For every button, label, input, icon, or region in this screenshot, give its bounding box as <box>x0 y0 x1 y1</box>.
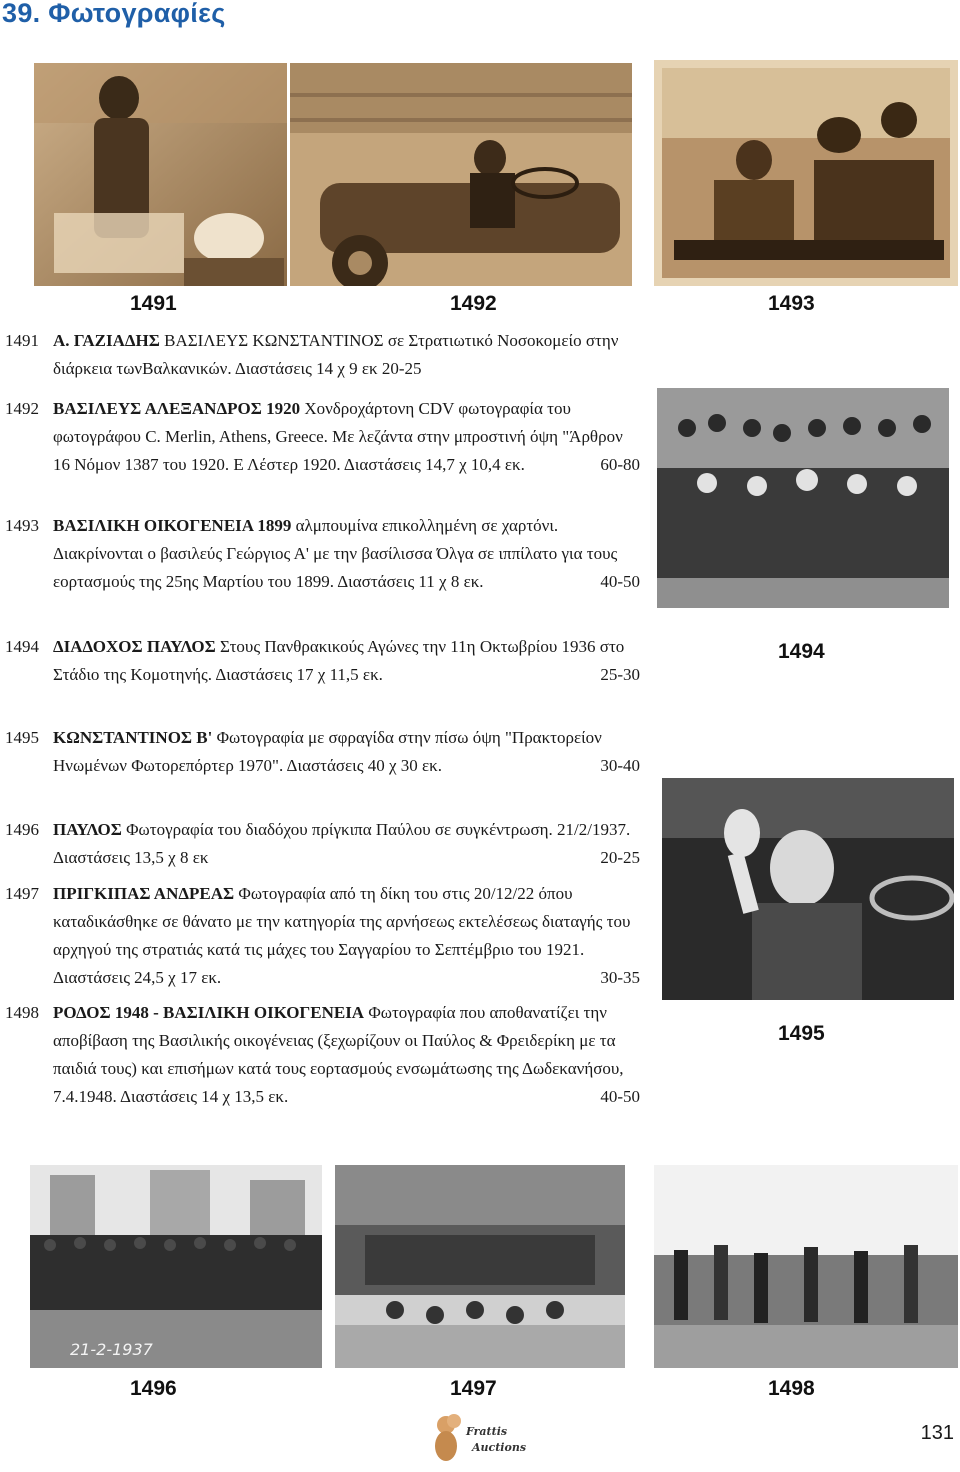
lot-description: Χονδροχάρτονη CDV φωτογραφία του φωτογράφου C. Merlin, Athens, Greece. Με λεζάντα στην μπροστινή όψη "Άρθρον 16 Νόμον 1387 του 1920. Ε Λέστερ 1920. Διαστάσεις 14,7 χ 10,4 εκ. <box>53 399 623 474</box>
lot-1496 <box>5 816 640 872</box>
photo-1498 <box>654 1165 958 1368</box>
lot-price: 60-80 <box>600 455 640 474</box>
lot-1497 <box>5 880 640 992</box>
lot-price: 30-35 <box>600 968 640 987</box>
photo-label-1491: 1491 <box>130 292 177 315</box>
page-title: 39. Φωτογραφίες <box>2 0 226 28</box>
lot-title: ΠΑΥΛΟΣ <box>53 820 122 839</box>
lot-1493 <box>5 512 640 596</box>
lot-number: 1494 <box>5 637 39 656</box>
cherub-icon <box>435 1414 461 1461</box>
lot-title: ΒΑΣΙΛΕΥΣ ΑΛΕΞΑΝΔΡΟΣ 1920 <box>53 399 301 418</box>
lot-description: Φωτογραφία με σφραγίδα στην πίσω όψη "Πρακτορείον Ηνωμένων Φωτορεπόρτερ 1970". Διαστάσεις 40 χ 30 εκ. <box>53 728 602 775</box>
lot-title: ΚΩΝΣΤΑΝΤΙΝΟΣ Β' <box>53 728 213 747</box>
photo-1496 <box>30 1165 322 1368</box>
lot-price: 40-50 <box>600 572 640 591</box>
lot-title: ΡΟΔΟΣ 1948 - ΒΑΣΙΛΙΚΗ ΟΙΚΟΓΕΝΕΙΑ <box>53 1003 365 1022</box>
photo-label-1494: 1494 <box>778 640 825 663</box>
lot-description: Φωτογραφία του διαδόχου πρίγκιπα Παύλου σε συγκέντρωση. 21/2/1937. Διαστάσεις 13,5 χ 8 εκ <box>53 820 631 867</box>
lot-title: Α. ΓΑΖΙΑΔΗΣ <box>53 331 160 350</box>
logo-text-2: Auctions <box>472 1441 527 1454</box>
lot-number: 1492 <box>5 399 39 418</box>
lot-price: 20-25 <box>600 848 640 867</box>
lot-number: 1491 <box>5 331 39 350</box>
lot-number: 1496 <box>5 820 39 839</box>
logo-text-1: Frattis <box>466 1425 508 1438</box>
photo-label-1498: 1498 <box>768 1377 815 1400</box>
lot-number: 1498 <box>5 1003 39 1022</box>
lot-price: 30-40 <box>600 756 640 775</box>
photo-inscription: 21-2-1937 <box>70 1340 153 1359</box>
photo-1493 <box>654 60 958 286</box>
lot-1492 <box>5 395 640 479</box>
lot-description: Φωτογραφία που αποθανατίζει την αποβίβαση της Βασιλικής οικογένειας (ξεχωρίζουν οι Παύλος & Φρειδερίκη με τα παιδιά τους) και επισήμων κατά τους εορτασμούς ενσωμάτωσης της Δωδεκανήσου, 7.4.1948. Διαστάσεις 14 χ 13,5 εκ. <box>53 1003 624 1106</box>
lot-number: 1497 <box>5 884 39 903</box>
photo-1491 <box>34 63 287 286</box>
page-number: 131 <box>920 1422 954 1444</box>
photo-1494 <box>657 388 949 608</box>
lot-price: 25-30 <box>600 665 640 684</box>
photo-label-1496: 1496 <box>130 1377 177 1400</box>
lot-number: 1495 <box>5 728 39 747</box>
lot-1498 <box>5 999 640 1111</box>
lot-price: 20-25 <box>381 359 422 378</box>
lot-description: ΒΑΣΙΛΕΥΣ ΚΩΝΣΤΑΝΤΙΝΟΣ σε Στρατιωτικό Νοσοκομείο στην διάρκεια τωνΒαλκανικών. Διαστάσεις 14 χ 9 εκ <box>53 331 619 378</box>
photo-1497 <box>335 1165 625 1368</box>
lot-1494 <box>5 633 640 689</box>
photo-label-1497: 1497 <box>450 1377 497 1400</box>
lot-1495 <box>5 724 640 780</box>
photo-1492 <box>290 63 632 286</box>
lot-description: αλμπουμίνα επικολλημένη σε χαρτόνι. Διακρίνονται ο βασιλεύς Γεώργιος Α' με την βασίλισσα Όλγα σε ιππίλατο για τους εορτασμούς της 25ης Μαρτίου του 1899. Διαστάσεις 11 χ 8 εκ. <box>53 516 618 591</box>
lot-1491 <box>5 327 640 383</box>
photo-label-1495: 1495 <box>778 1022 825 1045</box>
lot-description: Στους Πανθρακικούς Αγώνες την 11η Οκτωβρίου 1936 στο Στάδιο της Κομοτηνής. Διαστάσεις 17 χ 11,5 εκ. <box>53 637 625 684</box>
photo-label-1493: 1493 <box>768 292 815 315</box>
lot-price: 40-50 <box>600 1087 640 1106</box>
lot-title: ΠΡΙΓΚΙΠΑΣ ΑΝΔΡΕΑΣ <box>53 884 235 903</box>
photo-1495 <box>662 778 954 1000</box>
lot-title: ΒΑΣΙΛΙΚΗ ΟΙΚΟΓΕΝΕΙΑ 1899 <box>53 516 292 535</box>
lot-description: Φωτογραφία από τη δίκη του στις 20/12/22 όπου καταδικάσθηκε σε θάνατο με την κατηγορία της αρνήσεως εκτελέσεως διαταγής του αρχηγού της στρατιάς κατά τις μάχες του Σαγγαρίου το Σεπτέμβριο του 1921. Διαστάσεις 24,5 χ 17 εκ. <box>53 884 631 987</box>
frattis-logo <box>432 1411 532 1467</box>
lot-number: 1493 <box>5 516 39 535</box>
lot-title: ΔΙΑΔΟΧΟΣ ΠΑΥΛΟΣ <box>53 637 216 656</box>
photo-label-1492: 1492 <box>450 292 497 315</box>
